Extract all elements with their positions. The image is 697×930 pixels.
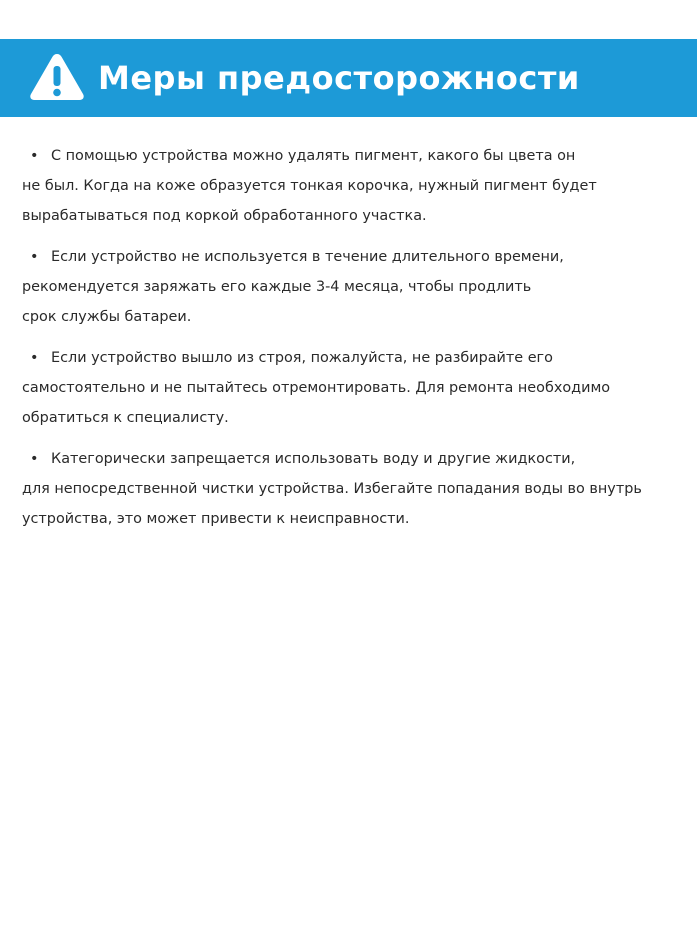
list-item-text: рекомендуется заряжать его каждые 3-4 месяца, чтобы продлить bbox=[22, 279, 532, 295]
list-item-text: для непосредственной чистки устройства. Избегайте попадания воды во внутрь bbox=[22, 481, 642, 497]
bullet: • bbox=[30, 451, 39, 467]
list-item-text: Если устройство вышло из строя, пожалуйста, не разбирайте его bbox=[51, 350, 553, 366]
list-item bbox=[22, 343, 672, 433]
bullet: • bbox=[30, 350, 39, 366]
precautions-list bbox=[22, 141, 672, 545]
bullet: • bbox=[30, 148, 39, 164]
warning-icon bbox=[28, 51, 86, 101]
list-item-text: не был. Когда на коже образуется тонкая корочка, нужный пигмент будет bbox=[22, 178, 597, 194]
list-item-text: С помощью устройства можно удалять пигмент, какого бы цвета он bbox=[51, 148, 576, 164]
page-title: Меры предосторожности bbox=[98, 59, 580, 97]
list-item-text: вырабатываться под коркой обработанного участка. bbox=[22, 208, 427, 224]
list-item bbox=[22, 242, 672, 332]
list-item-text: срок службы батареи. bbox=[22, 309, 192, 325]
list-item-text: устройства, это может привести к неисправности. bbox=[22, 511, 410, 527]
bullet: • bbox=[30, 249, 39, 265]
list-item bbox=[22, 444, 672, 534]
list-item-text: самостоятельно и не пытайтесь отремонтировать. Для ремонта необходимо bbox=[22, 380, 611, 396]
header-banner bbox=[0, 39, 697, 117]
list-item-text: Если устройство не используется в течение длительного времени, bbox=[51, 249, 564, 265]
list-item-text: Категорически запрещается использовать воду и другие жидкости, bbox=[51, 451, 576, 467]
list-item-text: обратиться к специалисту. bbox=[22, 410, 229, 426]
list-item bbox=[22, 141, 672, 231]
